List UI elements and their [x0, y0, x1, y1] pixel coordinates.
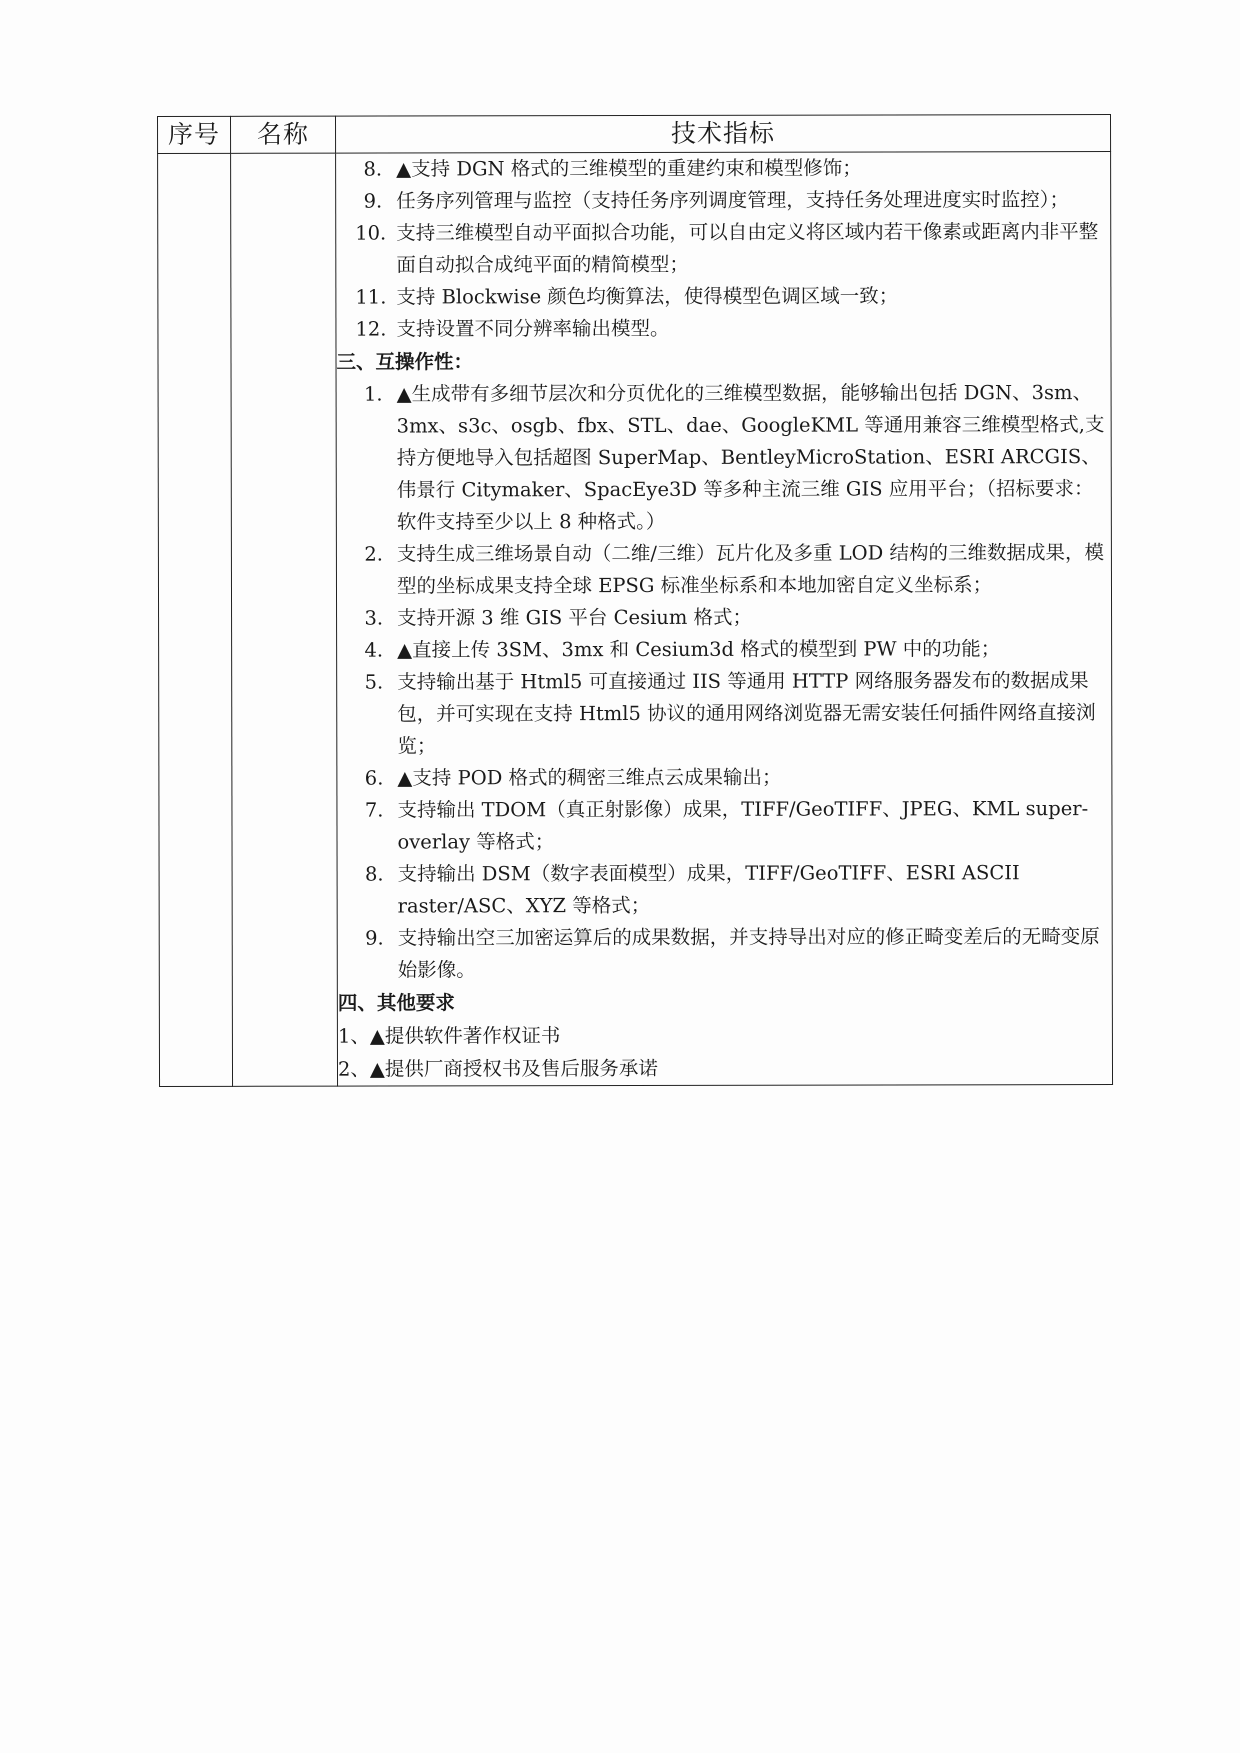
list-item: [337, 793, 1111, 859]
header-index: 序号: [158, 116, 231, 153]
list-item: [337, 761, 1111, 795]
item-number: 12.: [355, 317, 387, 341]
item-text: 支持 Blockwise 颜色均衡算法，使得模型色调区域一致；: [396, 284, 899, 309]
list-item: [337, 377, 1111, 539]
index-cell: [158, 153, 233, 1086]
item-text: 支持生成三维场景自动（二维/三维）瓦片化及多重 LOD 结构的三维数据成果，模型的坐标成果支持全球 EPSG 标准坐标系和本地加密自定义坐标系；: [396, 541, 1104, 598]
requirement-item: 1、▲提供软件著作权证书: [337, 1024, 561, 1048]
item-number: 3.: [364, 606, 384, 630]
item-text: ▲支持 POD 格式的稠密三维点云成果输出；: [397, 765, 782, 790]
table-body-row: [158, 152, 1113, 1087]
item-number: 9.: [363, 189, 383, 213]
list-item: [336, 216, 1110, 282]
list-item: [337, 665, 1111, 763]
section-heading-interoperability: 三、互操作性：: [336, 350, 474, 374]
item-number: 8.: [364, 862, 384, 886]
item-text: 支持输出空三加密运算后的成果数据，并支持导出对应的修正畸变差后的无畸变原始影像。: [397, 925, 1100, 982]
list-item: [336, 152, 1110, 186]
list-item: [338, 857, 1112, 923]
item-number: 8.: [363, 157, 383, 181]
spec-table: [157, 114, 1113, 1087]
item-text: ▲支持 DGN 格式的三维模型的重建约束和模型修饰；: [396, 156, 862, 181]
item-number: 6.: [364, 766, 384, 790]
item-text: 支持输出 TDOM（真正射影像）成果，TIFF/GeoTIFF、JPEG、KML super-overlay 等格式；: [397, 797, 1089, 854]
list-item: [337, 537, 1111, 603]
list-item: [336, 312, 1110, 346]
item-text: ▲直接上传 3SM、3mx 和 Cesium3d 格式的模型到 PW 中的功能；: [397, 637, 1001, 662]
item-text: 支持开源 3 维 GIS 平台 Cesium 格式；: [397, 605, 753, 630]
item-number: 2.: [364, 542, 383, 566]
name-cell: [231, 153, 338, 1086]
requirement-item: 2、▲提供厂商授权书及售后服务承诺: [337, 1056, 658, 1081]
item-number: 9.: [365, 926, 384, 950]
item-text: 支持输出基于 Html5 可直接通过 IIS 等通用 HTTP 网络服务器发布的数据成果包，并可实现在支持 Html5 协议的通用网络浏览器无需安装任何插件网络直接浏览；: [397, 669, 1096, 758]
item-number: 1.: [363, 382, 383, 406]
item-text: 支持输出 DSM（数字表面模型）成果，TIFF/GeoTIFF、ESRI ASCII raster/ASC、XYZ 等格式；: [397, 861, 1020, 918]
header-name: 名称: [231, 116, 336, 153]
item-text: 支持三维模型自动平面拟合功能，可以自由定义将区域内若干像素或距离内非平整面自动拟合成纯平面的精简模型；: [396, 220, 1099, 277]
spec-cell: [336, 152, 1113, 1087]
item-number: 4.: [364, 638, 384, 662]
item-number: 7.: [364, 798, 384, 822]
item-number: 10.: [355, 221, 387, 245]
list-item: [337, 633, 1111, 667]
item-text: 支持设置不同分辨率输出模型。: [396, 316, 670, 341]
table-header-row: [158, 115, 1111, 154]
list-item: [336, 280, 1110, 314]
section-heading-other: 四、其他要求: [337, 991, 455, 1015]
list-item: [337, 601, 1111, 635]
list-item: [336, 184, 1110, 218]
item-text: ▲生成带有多细节层次和分页优化的三维模型数据，能够输出包括 DGN、3sm、3mx、s3c、osgb、fbx、STL、dae、GoogleKML 等通用兼容三维模型格式,支持方便地导入包括超图 SuperMap、BentleyMicroStation、ESRI ARCGIS、伟景行 Citymaker、SpacEye3D 等多种主流三维 GIS 应用平台；（招标要求：软件支持至少以上 8 种格式。）: [396, 381, 1105, 534]
item-text: 任务序列管理与监控（支持任务序列调度管理，支持任务处理进度实时监控）；: [396, 188, 1069, 213]
header-spec: 技术指标: [336, 115, 1111, 154]
item-number: 11.: [355, 285, 387, 309]
list-item: [338, 921, 1112, 987]
item-number: 5.: [364, 670, 384, 694]
